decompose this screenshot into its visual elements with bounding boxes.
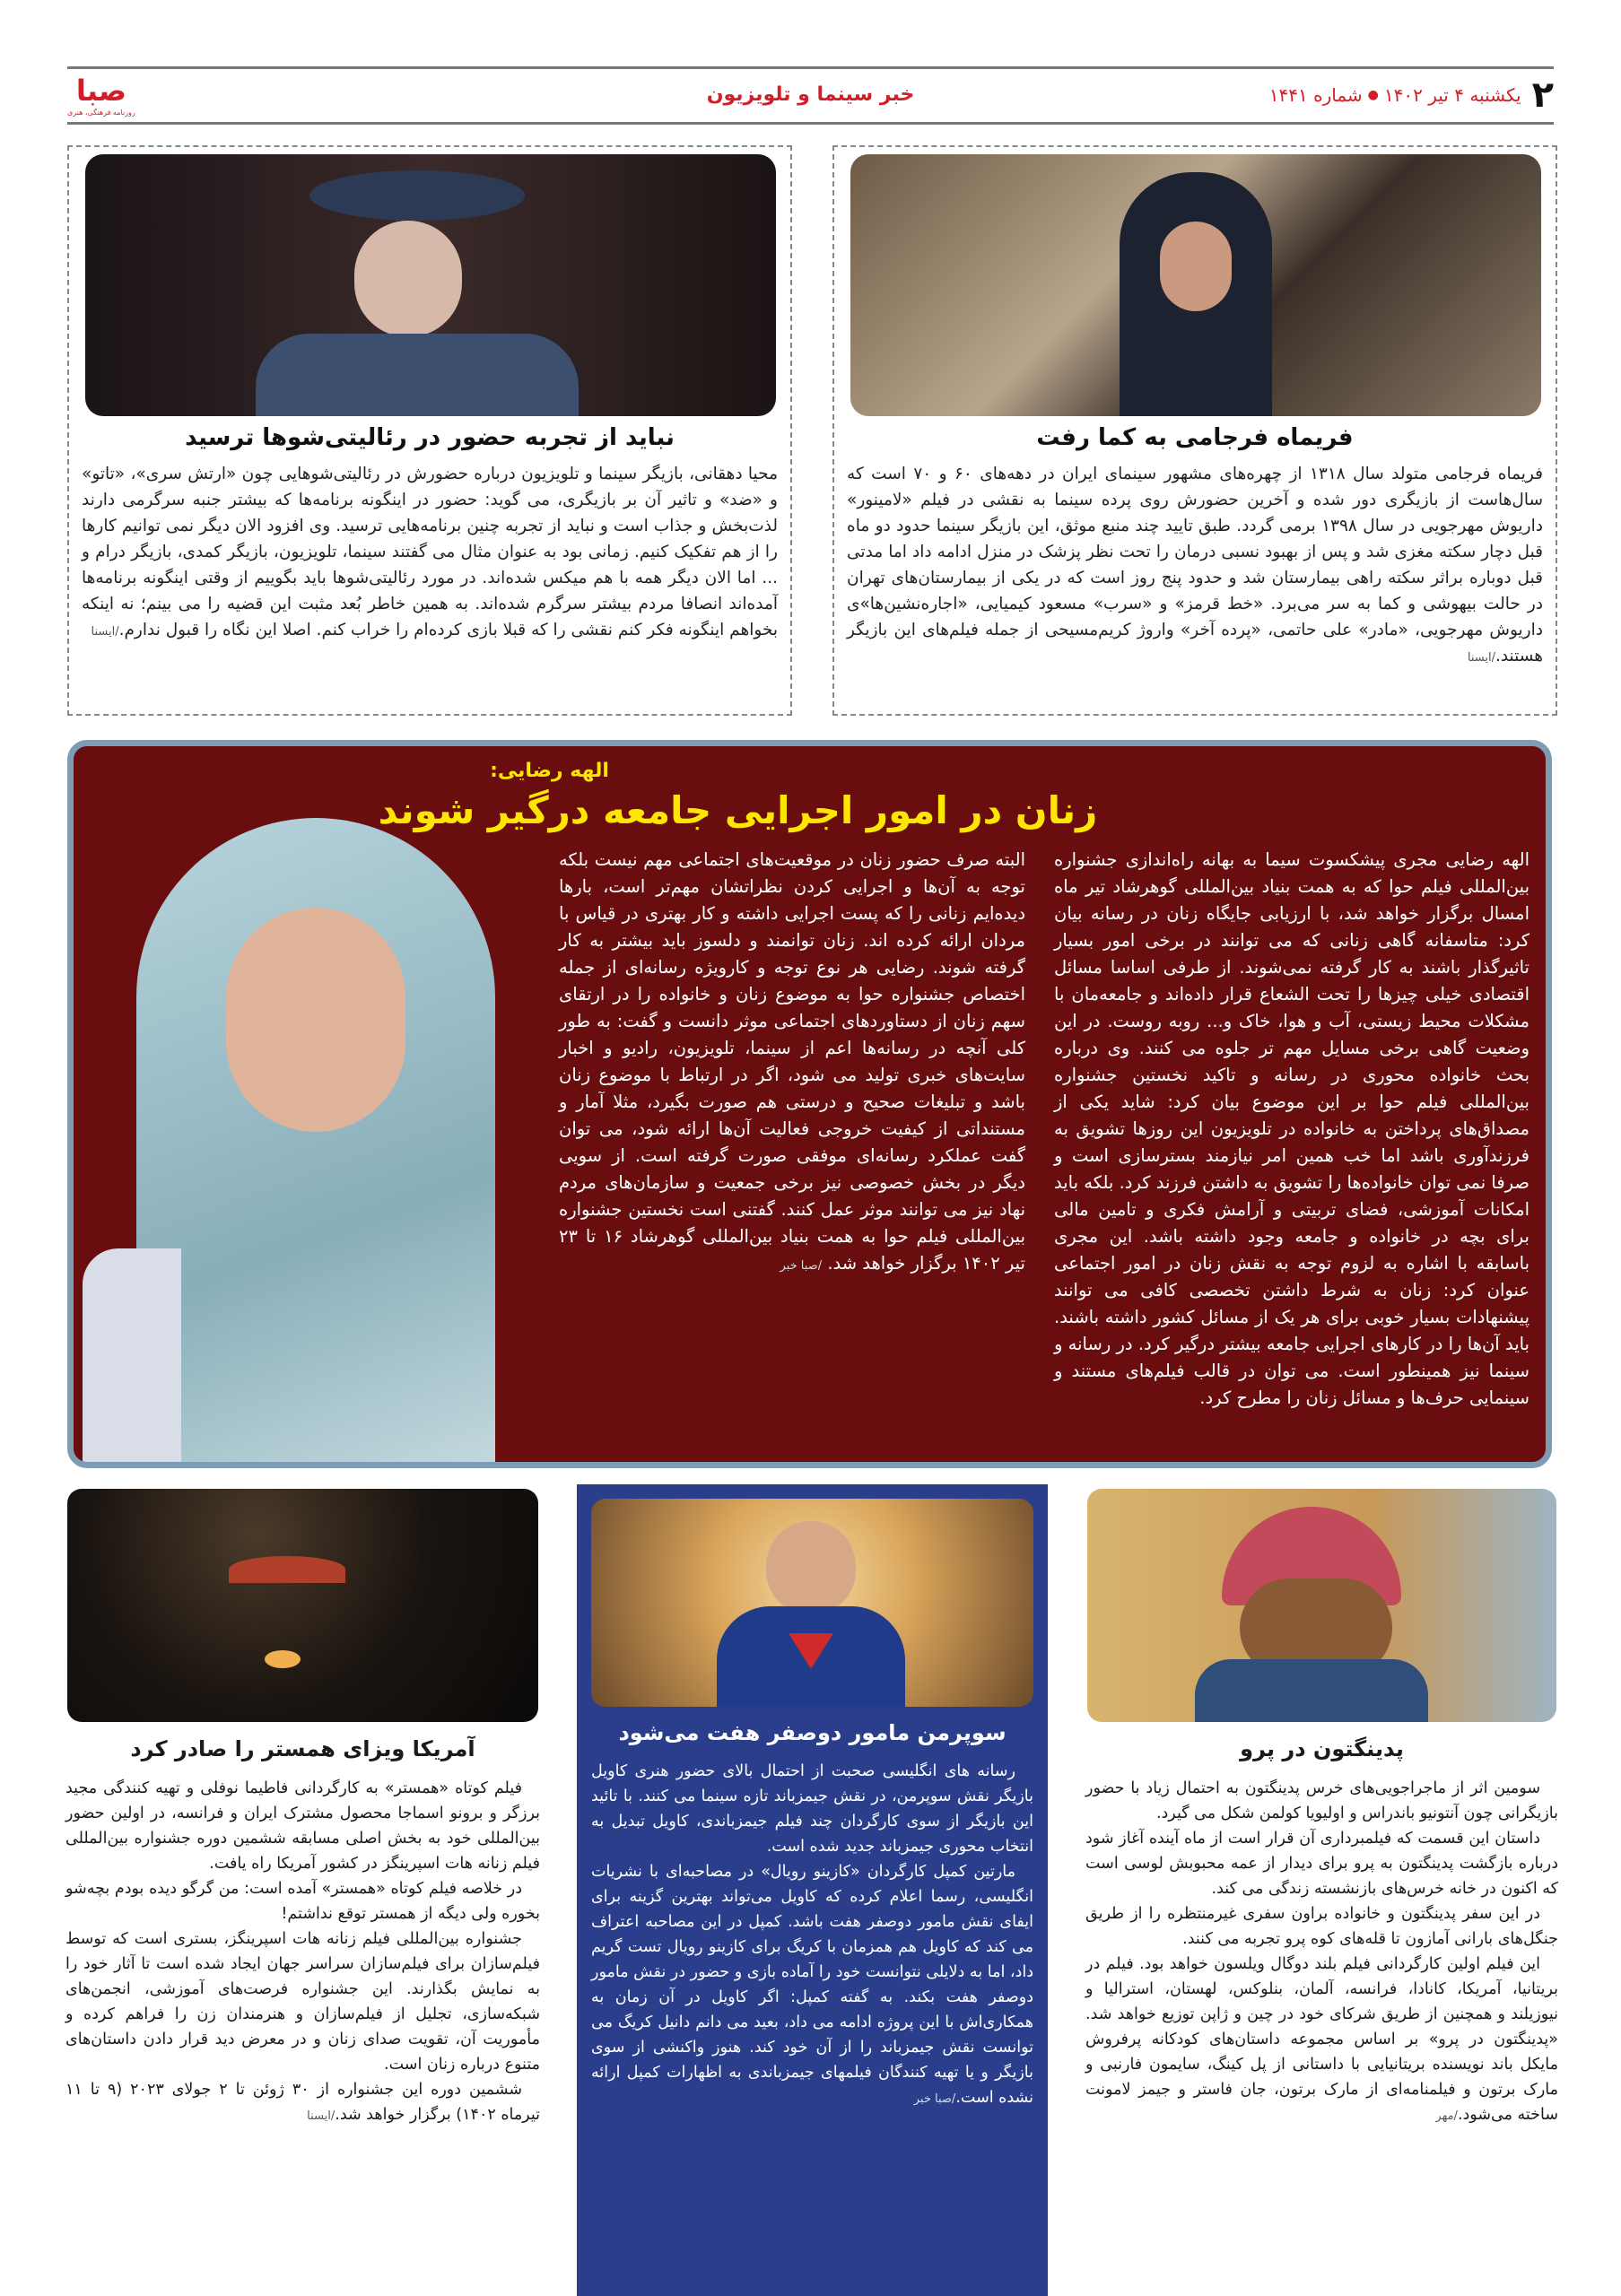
logo-wordmark: صبا	[75, 73, 126, 108]
photo-hamster	[67, 1489, 538, 1722]
photo-dehghani	[85, 154, 776, 416]
logo-tagline: روزنامه فرهنگی، هنری	[67, 108, 135, 117]
article-body: فریماه فرجامی متولد سال ۱۳۱۸ از چهره‌های مشهور سینمای ایران در دهه‌های ۶۰ و ۷۰ است که سال‌هاست از بازیگری دور شده و آخرین حضورش روی پرده سینما به نقشی در فیلم «لامینور» داریوش مهرجویی در سال ۱۳۹۸ برمی گردد. طبق تایید چند منبع موثق، این بازیگر سینما حدود دو ماه قبل دچار سکته مغزی شد و پس از بهبود نسبی درمان را تحت نظر پزشک در منزل ادامه داد اما مدتی قبل دوباره براثر سکته راهی بیمارستان شد و حدود پنج روز است که در یکی از بیمارستان‌های تهران در حالت بیهوشی و کما به سر می‌برد. «خط قرمز» و «سرب» مسعود کیمیایی، «اجاره‌نشین‌ها»ی داریوش مهرجویی، «مادر» علی حاتمی، «پرده آخر» واروژ کریم‌مسیحی از جمله فیلم‌های این بازیگر هستند./ایسنا	[847, 465, 1543, 665]
article-title: آمریکا ویزای همستر را صادر کرد	[130, 1736, 475, 1761]
article-title: فریماه فرجامی به کما رفت	[1036, 424, 1354, 451]
feature-headline: زنان در امور اجرایی جامعه درگیر شوند	[378, 788, 1098, 832]
photo-paddington	[1087, 1489, 1556, 1722]
article-body: فیلم کوتاه «همستر» به کارگردانی فاطیما نوفلی و تهیه کنندگی مجید برزگر و برونو اسماجا محصول مشترک ایران و فرانسه، در اولین حضور بین‌المللی خود به بخش اصلی مسابقه ششمین دوره جشنواره بین‌المللی فیلم زنانه هات اسپرینگز در کشور آمریکا راه یافت. در خلاصه فیلم کوتاه «همستر» آمده است: من گرگو دیده بودم بچه‌شو بخوره ولی دیگه از همستر توقع نداشتم! جشنواره بین‌المللی فیلم زنانه هات اسپرینگز، بستری است که توسط فیلم‌سازان برای فیلم‌سازان سراسر جهان ایجاد شده است تا آثار خود را به نمایش بگذارند. این جشنواره فرصت‌های آموزشی، انجمن‌های شبکه‌سازی، تجلیل از فیلم‌سازان و هنرمندان زن را فراهم کرده و مأموریت آن، تقویت صدای زنان و در معرض دید قرار دادن داستان‌های متنوع درباره زنان است. ششمین دوره این جشنواره از ۳۰ ژوئن تا ۲ جولای ۲۰۲۳ (۹ تا ۱۱ تیرماه ۱۴۰۲) برگزار خواهد شد./ایسنا	[65, 1779, 540, 2124]
bullet-icon: ●	[1367, 87, 1379, 102]
issue-date: یکشنبه ۴ تیر ۱۴۰۲	[1383, 84, 1521, 106]
article-title: نباید از تجربه حضور در رئالیتی‌شوها ترسید	[185, 424, 675, 451]
article-title: سوپرمن مامور دوصفر هفت می‌شود	[618, 1720, 1007, 1745]
header-bottom-rule	[67, 122, 1554, 125]
article-body: محیا دهقانی، بازیگر سینما و تلویزیون درباره حضورش در رئالیتی‌شوهایی چون «ارتش سری»، «تاتو» و «ضد» و تاثیر آن بر بازیگری، می گوید: حضور در اینگونه برنامه‌ها که بیشتر جنبه سرگرمی دارند لذت‌بخش و جذاب است و نباید از تجربه چنین برنامه‌هایی ترسید. وی افزود الان دیگر نمی توانیم کارها را از هم تفکیک کنیم. زمانی بود به عنوان مثال می گفتند سینما، تلویزیون، بازیگر کمدی، بازیگر درام و ... اما الان دیگر همه با هم میکس شده‌اند. در مورد رئالیتی‌شوها باید بگوییم از وقتی اینگونه برنامه‌ها آمده‌اند انصافا مردم بیشتر سرگرم شده‌اند. به همین خاطر بُعد مثبت این قضیه را می بینم؛ نه اینکه بخواهم اینگونه فکر کنم نقشی را که قبلا بازی کرده‌ام را خراب کنم. اصلا این نگاه را قبول ندارم./ایسنا	[82, 465, 778, 639]
article-dehghani	[67, 145, 792, 716]
article-superman-panel	[577, 1484, 1048, 2296]
page-header	[67, 70, 1554, 120]
photo-superman	[591, 1499, 1033, 1707]
feature-rezaei	[67, 740, 1552, 1468]
feature-col-right: الهه رضایی مجری پیشکسوت سیما به بهانه راه‌اندازی جشنواره بین‌المللی فیلم حوا که به همت بنیاد بین‌المللی گوهرشاد تیر ماه امسال برگزار خواهد شد، با ارزیابی جایگاه زنان در رسانه بیان کرد: متاسفانه گاهی زنانی که می توانند در برخی امور بسیار تاثیرگذار باشند به کار گرفته نمی‌شوند. از طرفی اساسا مسائل اقتصادی خیلی چیزها را تحت الشعاع قرار داده‌اند و جامعه‌مان با مشکلات محیط زیستی، آب و هوا، خاک و... روبه روست. در این وضعیت گاهی برخی مسایل مهم تر جلوه می کنند. وی درباره بحث خانواده محوری در رسانه و تاکید نخستین جشنواره بین‌المللی فیلم حوا بر این موضوع بیان کرد: شاید یکی از مصداق‌های پرداختن به خانواده در تلویزیون این روزها تشویق به فرزندآوری باشد اما خب همین امر نیازمند بسترسازی است و صرفا نمی توان خانواده‌ها را تشویق به داشتن فرزند کرد. بلکه باید امکانات آموزشی، فضای تربیتی و آرامش فکری و تامین مالی برای بچه در خانواده و جامعه وجود داشته باشد. این مجری باسابقه با اشاره به لزوم توجه به نقش زنان در امور اجتماعی عنوان کرد: زنان به شرط داشتن تخصصی کافی می توانند پیشنهادات بسیار خوبی برای هر یک از مسائل کشور داشته باشند. باید آن‌ها را در کارهای اجرایی جامعه بیشتر درگیر کرد. در رسانه و سینما نیز همینطور است. می توان در قالب فیلم‌های مستند و سینمایی حرف‌ها و مسائل زنان را مطرح کرد.	[1054, 849, 1529, 1408]
header-top-rule	[67, 66, 1554, 69]
feature-col-left: البته صرف حضور زنان در موقعیت‌های اجتماعی مهم نیست بلکه توجه به آن‌ها و اجرایی کردن نظراتشان مهم‌تر است، بارها دیده‌ایم زنانی را که پست اجرایی داشته و کار بهتری در قیاس با مردان ارائه کرده اند. زنان توانمند و دلسوز باید بیشتر به کار گرفته شوند. رضایی هر نوع توجه و کارویژه رسانه‌ای از جمله اختصاص جشنواره حوا به موضوع زنان و خانواده را در ارتقای سهم زنان از دستاوردهای اجتماعی موثر دانست و گفت: به طور کلی آنچه در رسانه‌ها اعم از سینما، تلویزیون، رادیو و اخبار سایت‌های خبری تولید می شود، اگر در ارتباط با موضوع زنان باشد و تبلیغات صحیح و درستی هم صورت بگیرد، مثلا آمار و مستنداتی از کیفیت خروجی فعالیت آن‌ها ارائه شود، می توان گفت عملکرد رسانه‌ای موفقی صورت گرفته است. از سویی دیگر در بخش خصوصی نیز برخی جمعیت و سازمان‌های مردم نهاد نیز می توانند موثر عمل کنند. گفتنی است نخستین جشنواره بین‌المللی فیلم حوا به همت بنیاد بین‌المللی گوهرشاد ۱۶ تا ۲۳ تیر ۱۴۰۲ برگزار خواهد شد. /صبا خبر	[559, 849, 1025, 1274]
article-body: سومین اثر از ماجراجویی‌های خرس پدینگتون به احتمال زیاد با حضور بازیگرانی چون آنتونیو باندراس و اولیویا کولمن شکل می گیرد. داستان این قسمت که فیلمبرداری آن قرار است از ماه آینده آغاز شود درباره بازگشت پدینگتون به پرو برای دیدار از عمه محبوبش لوسی است که اکنون در خانه خرس‌های بازنشسته زندگی می کند. در این سفر پدینگتون و خانواده براون سفری غیرمنتظره را از طریق جنگل‌های بارانی آمازون تا قله‌های کوه پرو تجربه می کنند. این فیلم اولین کارگردانی فیلم بلند دوگال ویلسون خواهد بود. فیلم در بریتانیا، آمریکا، کانادا، فرانسه، آلمان، بنلوکس، لهستان، استرالیا و نیوزیلند و همچنین از طریق شرکای خود در چین و ژاپن توزیع خواهد شد. «پدینگتون در پرو» بر اساس مجموعه داستان‌های کودکانه پرفروش مایکل باند نویسنده بریتانیایی با داستانی از پل کینگ، سایمون فارنبی و مارک برتون و فیلمنامه‌ای از مارک برتون، جان فاستر و جیمز لامونت ساخته می‌شود./مهر	[1085, 1779, 1558, 2124]
photo-rezaei	[74, 782, 576, 1468]
header-date-group	[1269, 74, 1554, 117]
article-title: پدینگتون در پرو	[1240, 1736, 1404, 1761]
feature-kicker: الهه رضایی:	[490, 760, 609, 782]
article-farjami	[832, 145, 1557, 716]
article-body: رسانه های انگلیسی صحبت از احتمال بالای حضور هنری کاویل بازیگر نقش سوپرمن، در نقش جیمزباند تازه سینما می کنند. با تائید این بازیگر از سوی کارگردان چند فیلم جیمزباندی، کاویل تبدیل به انتخاب محوری جیمزباند جدید شده است. مارتین کمپل کارگردان «کازینو رویال» در مصاحبه‌ای با نشریات انگلیسی، رسما اعلام کرده که کاویل می‌تواند بهترین گزینه برای ایفای نقش مامور دوصفر هفت باشد. کمپل در این مصاحبه اعتراف می کند که کاویل هم همزمان با کریگ برای کازینو رویال تست گریم داد، اما به دلایلی نتوانست خود را آماده بازی و حضور در نقش مامور دوصفر هفت بکند. به گفته کمپل: اگر کاویل در آن زمان به همکاری‌اش با این پروژه ادامه می داد، بعید می دانم دانیل کریگ می توانست نقش جیمزباند را از آن خود کند. هنوز واکنشی از سوی بازیگر و یا تهیه کنندگان فیلمهای جیمزباندی به اظهارات کمپل ارائه نشده است./صبا خبر	[591, 1762, 1033, 2107]
dateline	[1269, 83, 1521, 107]
newspaper-logo	[67, 73, 135, 117]
page-number: ۲	[1531, 74, 1554, 116]
issue-number: شماره ۱۴۴۱	[1268, 84, 1363, 106]
section-title: خبر سینما و تلویزیون	[706, 83, 915, 106]
photo-farjami	[850, 154, 1541, 416]
